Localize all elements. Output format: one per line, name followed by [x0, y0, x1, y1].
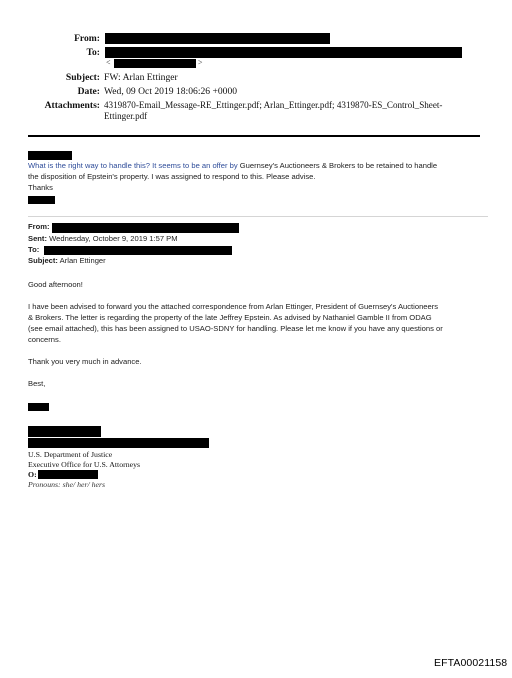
- redacted-fwd-from: [52, 223, 239, 233]
- redacted-to-email: [114, 59, 196, 68]
- fwd-body-line-3: (see email attached), this has been assigned to USAO-SDNY for handling. Please let me know if you have any questions or: [28, 324, 443, 333]
- top-message-blue-text: What is the right way to handle this? It seems to be an offer by: [28, 161, 238, 170]
- sig-dept: U.S. Department of Justice: [28, 450, 113, 459]
- forward-divider: [28, 216, 488, 217]
- fwd-closing: Best,: [28, 379, 46, 388]
- redacted-sig-title: [28, 438, 209, 448]
- redacted-fwd-sender: [28, 403, 49, 411]
- subject-value: FW: Arlan Ettinger: [104, 72, 178, 83]
- fwd-thanks: Thank you very much in advance.: [28, 357, 142, 366]
- top-message-rest: Guernsey's Auctioneers & Brokers to be retained to handle: [237, 161, 438, 170]
- redacted-fwd-to: [44, 246, 232, 255]
- attachments-label: Attachments:: [44, 100, 100, 111]
- fwd-subject-value: Arlan Ettinger: [57, 256, 106, 265]
- to-angle-open: <: [106, 58, 111, 67]
- fwd-subject: [28, 256, 106, 266]
- fwd-sent-label: Sent:: [28, 234, 47, 243]
- sig-pronouns: Pronouns: she/ her/ hers: [28, 480, 106, 489]
- date-label: Date:: [77, 86, 100, 97]
- top-message-line-2: the disposition of Epstein's property. I was assigned to respond to this. Please advise.: [28, 172, 316, 181]
- redacted-salutation: [28, 151, 72, 160]
- redacted-to: [105, 47, 462, 58]
- fwd-body-line-1: I have been advised to forward you the attached correspondence from Arlan Ettinger, President of Guernsey's Auctioneers: [28, 302, 439, 311]
- header-divider: [28, 135, 480, 137]
- sig-o-label: O:: [28, 470, 37, 479]
- top-message-thanks: Thanks: [28, 183, 53, 192]
- redacted-from: [105, 33, 330, 44]
- top-message-line-1: [28, 161, 498, 171]
- fwd-from-label: From:: [28, 222, 50, 231]
- redacted-sig-name: [28, 426, 101, 437]
- date-value: Wed, 09 Oct 2019 18:06:26 +0000: [104, 86, 238, 97]
- to-label: To:: [86, 47, 100, 58]
- fwd-body-line-4: concerns.: [28, 335, 61, 344]
- fwd-to-label: To:: [28, 245, 40, 254]
- subject-label: Subject:: [65, 72, 100, 83]
- fwd-sent: [28, 234, 178, 244]
- fwd-greeting: Good afternoon!: [28, 280, 83, 289]
- to-angle-close: >: [198, 58, 203, 67]
- sig-office: Executive Office for U.S. Attorneys: [28, 460, 141, 469]
- redacted-sender-name: [28, 196, 55, 204]
- fwd-subject-label: Subject:: [28, 256, 58, 265]
- redacted-sig-phone: [38, 470, 98, 479]
- attachments-line-1[interactable]: 4319870-Email_Message-RE_Ettinger.pdf; Arlan_Ettinger.pdf; 4319870-ES_Control_Sheet-: [104, 100, 443, 110]
- bates-number: EFTA00021158: [434, 657, 508, 669]
- fwd-body-line-2: & Brokers. The letter is regarding the property of the late Jeffrey Epstein. As advised by Nathaniel Gamble II from ODAG: [28, 313, 432, 322]
- from-label: From:: [74, 33, 100, 44]
- fwd-sent-value: Wednesday, October 9, 2019 1:57 PM: [46, 234, 178, 243]
- attachments-line-2[interactable]: Ettinger.pdf: [104, 111, 148, 121]
